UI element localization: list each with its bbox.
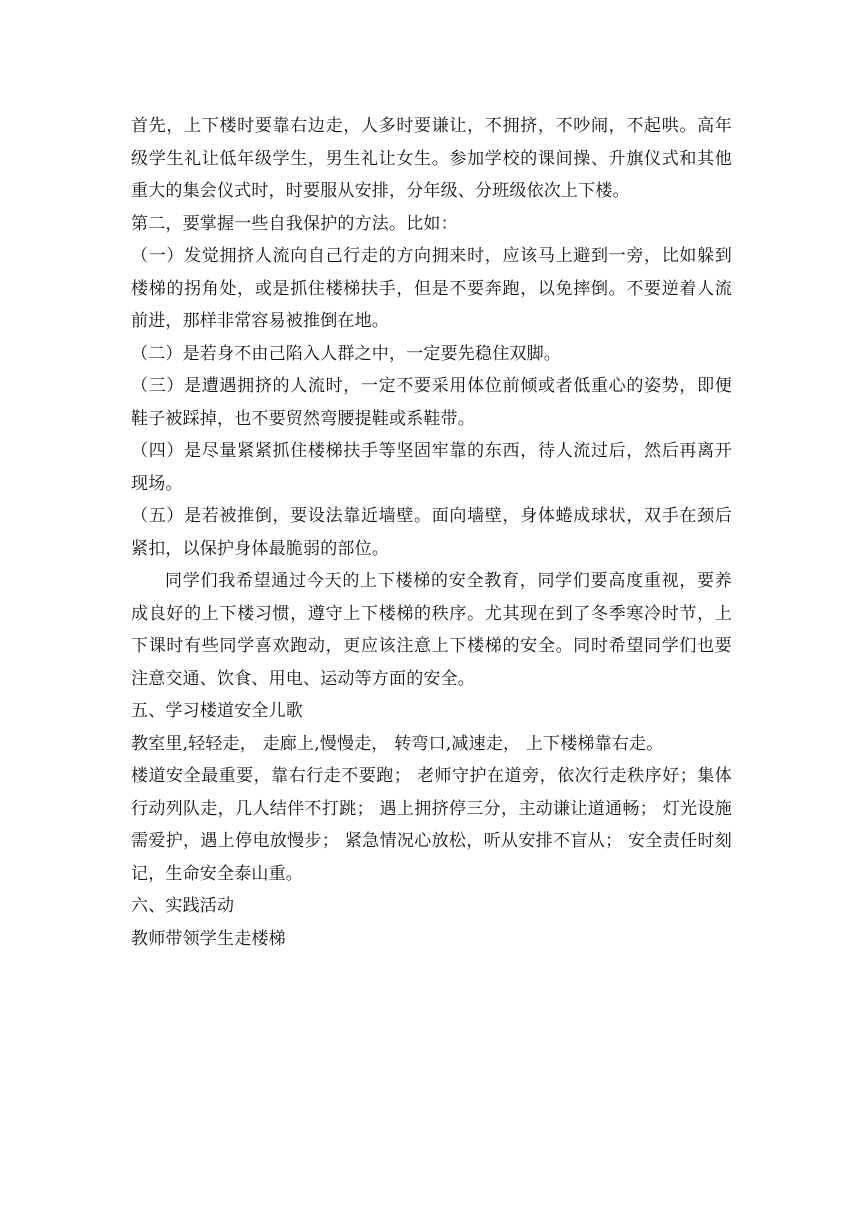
paragraph-rhyme-long: 楼道安全最重要，靠右行走不要跑； 老师守护在道旁，依次行走秩序好；集体行动列队走，几人结伴不打跳； 遇上拥挤停三分，主动谦让道通畅； 灯光设施需爱护，遇上停电放慢步； 紧急情况心放松，听从安排不盲从； 安全责任时刻记，生命安全泰山重。 [131, 766, 732, 884]
paragraph-item-two: （二）是若身不由己陷入人群之中，一定要先稳住双脚。 [131, 343, 561, 364]
paragraph-second-point: 第二，要掌握一些自我保护的方法。比如： [131, 213, 458, 234]
paragraph-closing-remarks: 同学们我希望通过今天的上下楼梯的安全教育，同学们要高度重视，要养成良好的上下楼习惯，遵守上下楼梯的秩序。尤其现在到了冬季寒冷时节，上下课时有些同学喜欢跑动，更应该注意上下楼梯的安全。同时希望同学们也要注意交通、饮食、用电、运动等方面的安全。 [131, 571, 732, 689]
section-heading-six: 六、实践活动 [131, 896, 235, 916]
paragraph-item-five: （五）是若被推倒，要设法靠近墙壁。面向墙壁，身体蜷成球状，双手在颈后紧扣，以保护身体最脆弱的部位。 [131, 506, 732, 559]
paragraph-practice-activity: 教师带领学生走楼梯 [131, 928, 286, 949]
paragraph-rhyme-short: 教室里,轻轻走， 走廊上,慢慢走， 转弯口,减速走， 上下楼梯靠右走。 [131, 733, 664, 754]
paragraph-item-four: （四）是尽量紧紧抓住楼梯扶手等坚固牢靠的东西，待人流过后，然后再离开现场。 [131, 441, 732, 494]
document-body [131, 110, 732, 955]
section-heading-five: 五、学习楼道安全儿歌 [131, 701, 303, 721]
paragraph-going-upstairs-rules: 首先，上下楼时要靠右边走，人多时要谦让，不拥挤，不吵闹，不起哄。高年级学生礼让低年级学生，男生礼让女生。参加学校的课间操、升旗仪式和其他重大的集会仪式时，时要服从安排，分年级、分班级依次上下楼。 [131, 116, 732, 201]
paragraph-item-one: （一）发觉拥挤人流向自己行走的方向拥来时，应该马上避到一旁，比如躲到楼梯的拐角处，或是抓住楼梯扶手，但是不要奔跑，以免摔倒。不要逆着人流前进，那样非常容易被推倒在地。 [131, 246, 732, 331]
paragraph-item-three: （三）是遭遇拥挤的人流时，一定不要采用体位前倾或者低重心的姿势，即便鞋子被踩掉，也不要贸然弯腰提鞋或系鞋带。 [131, 376, 732, 429]
